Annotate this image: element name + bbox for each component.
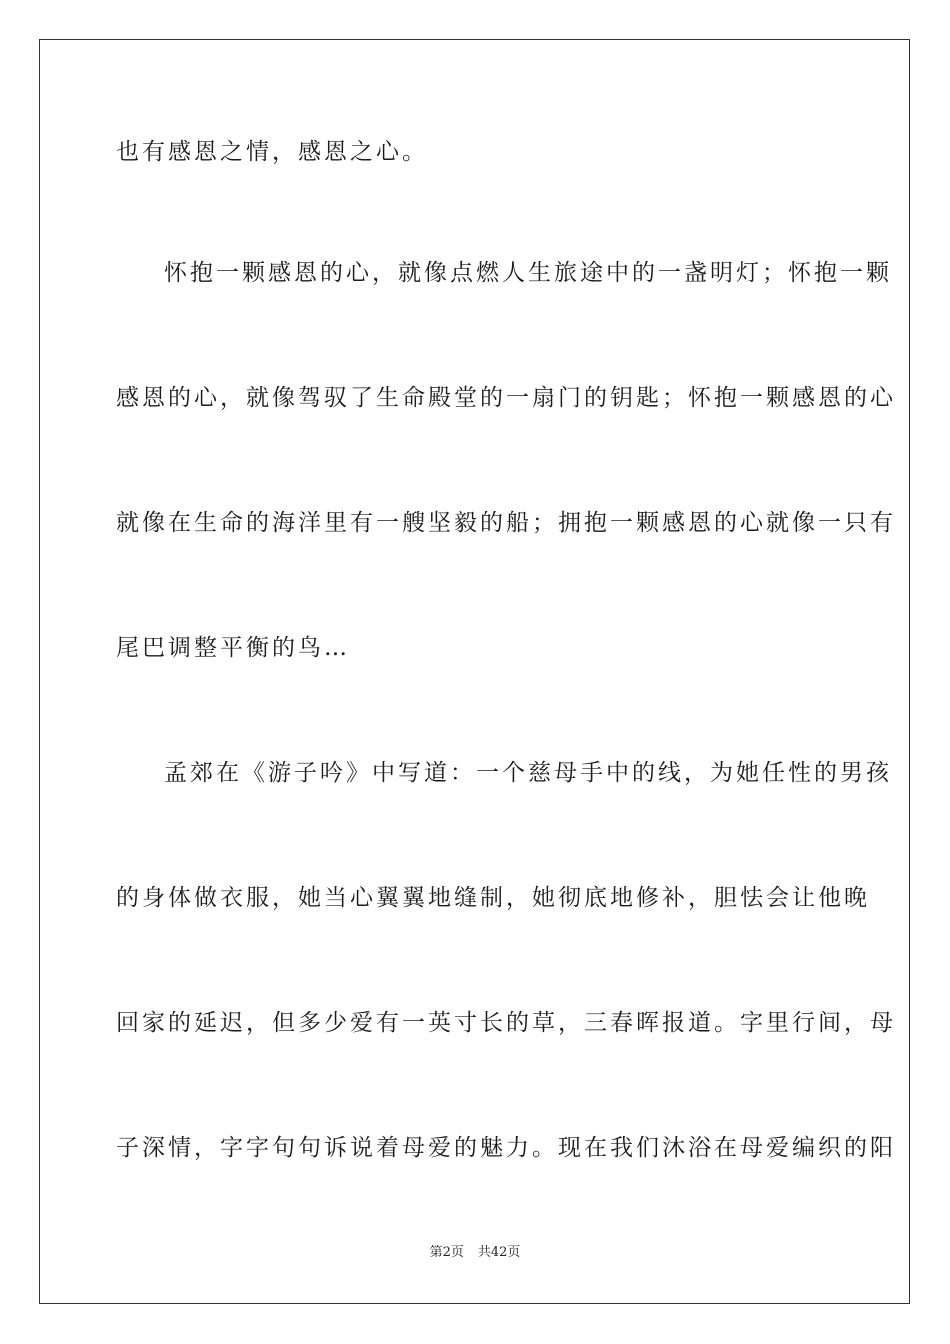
paragraph-3-line-2: 的身体做衣服，她当心翼翼地缝制，她彻底地修补，胆怯会让他晚 (116, 885, 870, 911)
text-line-1: 也有感恩之情，感恩之心。 (116, 139, 428, 165)
paragraph-3-line-3: 回家的延迟，但多少爱有一英寸长的草，三春晖报道。字里行间，母 (116, 1010, 896, 1036)
paragraph-2-line-1: 怀抱一颗感恩的心，就像点燃人生旅途中的一盏明灯；怀抱一颗 (164, 260, 892, 286)
paragraph-3-line-4: 子深情，字字句句诉说着母爱的魅力。现在我们沐浴在母爱编织的阳 (116, 1135, 896, 1161)
page-border (39, 39, 910, 1304)
paragraph-3-line-1: 孟郊在《游子吟》中写道：一个慈母手中的线，为她任性的男孩 (164, 760, 892, 786)
paragraph-2-line-3: 就像在生命的海洋里有一艘坚毅的船；拥抱一颗感恩的心就像一只有 (116, 510, 896, 536)
paragraph-2-line-4: 尾巴调整平衡的鸟… (116, 635, 350, 661)
total-pages: 共42页 (477, 1245, 521, 1260)
page-number: 第2页 (429, 1245, 464, 1260)
page-footer (0, 1245, 950, 1261)
paragraph-2-line-2: 感恩的心，就像驾驭了生命殿堂的一扇门的钥匙；怀抱一颗感恩的心 (116, 385, 896, 411)
